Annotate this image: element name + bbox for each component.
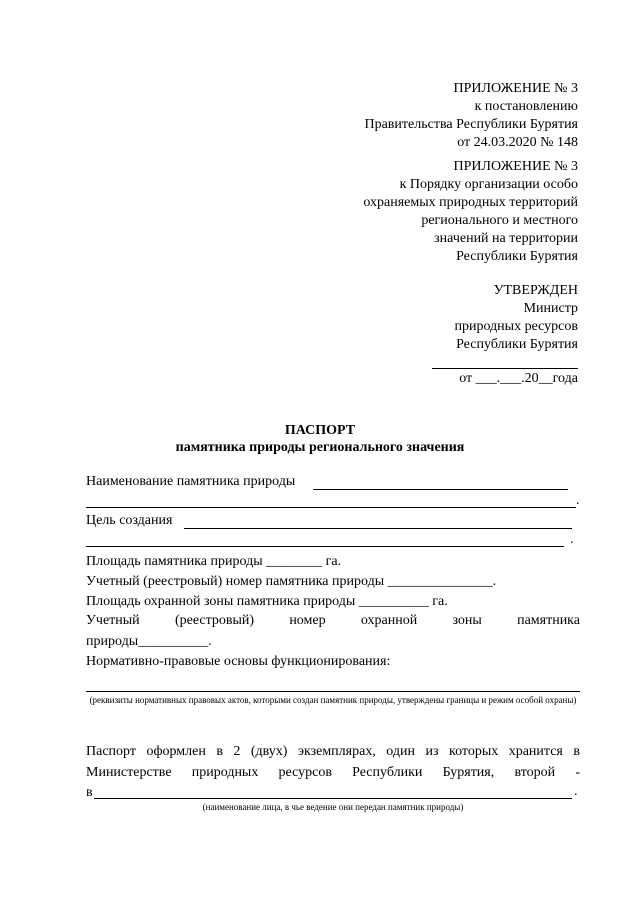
word: второй (514, 765, 556, 780)
buffer-registry-row (86, 613, 580, 629)
word: ресурсов (278, 765, 332, 780)
buffer-registry-line-2: природы__________. (86, 634, 212, 649)
legal-basis-line[interactable] (86, 691, 580, 692)
approved-heading: УТВЕРЖДЕН (493, 283, 578, 298)
word: в (216, 744, 223, 759)
buffer-area-field: Площадь охранной зоны памятника природы __________ га. (86, 594, 448, 609)
legal-basis-label: Нормативно-правовые основы функционирования: (86, 654, 391, 669)
name-field-line[interactable] (313, 489, 568, 490)
word: Бурятия, (442, 765, 495, 780)
legal-basis-caption: (реквизиты нормативных правовых актов, которыми создан памятник природы, утверждены границы и режим особой охраны) (89, 695, 577, 705)
footer-row-3-prefix: в (86, 785, 93, 800)
name-field-period: . (576, 493, 580, 508)
word: зоны (452, 613, 482, 628)
document-title: ПАСПОРТ (284, 423, 356, 438)
footer-row-2 (86, 765, 580, 781)
approval-block-procedure (363, 158, 578, 266)
procedure-line-1: к Порядку организации особо (399, 177, 578, 192)
word: Паспорт (86, 744, 136, 759)
approval-block-resolution (364, 80, 578, 152)
word: один (386, 744, 416, 759)
purpose-label: Цель создания (86, 513, 173, 528)
signature-line (432, 368, 578, 369)
word: номер (289, 613, 326, 628)
approval-date: от ___.___.20__года (459, 371, 578, 386)
area-field: Площадь памятника природы ________ га. (86, 554, 342, 569)
name-field-line-2[interactable] (86, 507, 576, 508)
approved-block (454, 282, 578, 354)
procedure-line-3: регионального и местного (421, 213, 578, 228)
word: в (573, 744, 580, 759)
procedure-line-4: значений на территории (434, 231, 578, 246)
word: охранной (360, 613, 418, 628)
word: которых (448, 744, 499, 759)
purpose-field-line-2[interactable] (86, 546, 564, 547)
procedure-line-5: Республики Бурятия (456, 249, 578, 264)
purpose-field-line[interactable] (184, 528, 572, 529)
word: Республики (352, 765, 423, 780)
holder-name-line[interactable] (94, 798, 572, 799)
registry-number-field: Учетный (реестровый) номер памятника природы _______________. (86, 574, 497, 589)
name-label: Наименование памятника природы (86, 474, 296, 489)
word: из (425, 744, 439, 759)
procedure-line-2: охраняемых природных территорий (363, 195, 578, 210)
word: оформлен (146, 744, 206, 759)
word: (реестровый) (174, 613, 255, 628)
word: памятника (517, 613, 580, 628)
word: Министерстве (86, 765, 172, 780)
document-subtitle: памятника природы регионального значения (175, 440, 465, 455)
word: 2 (233, 744, 241, 759)
word: экземплярах, (297, 744, 376, 759)
purpose-field-period: . (570, 532, 574, 547)
appendix-number: ПРИЛОЖЕНИЕ № 3 (453, 81, 578, 96)
word: Учетный (86, 613, 140, 628)
footer-row-1 (86, 744, 580, 760)
ministry-name-1: природных ресурсов (454, 319, 578, 334)
government-name: Правительства Республики Бурятия (364, 117, 578, 132)
minister-title: Министр (523, 301, 578, 316)
appendix-number-2: ПРИЛОЖЕНИЕ № 3 (453, 159, 578, 174)
holder-name-period: . (574, 784, 578, 799)
word: природных (191, 765, 259, 780)
ministry-name-2: Республики Бурятия (456, 337, 578, 352)
word: (двух) (250, 744, 288, 759)
resolution-ref: к постановлению (474, 99, 578, 114)
resolution-date: от 24.03.2020 № 148 (457, 135, 578, 150)
word: - (575, 765, 580, 780)
word: хранится (508, 744, 563, 759)
holder-name-caption: (наименование лица, в чье ведение они передан памятник природы) (202, 802, 464, 812)
